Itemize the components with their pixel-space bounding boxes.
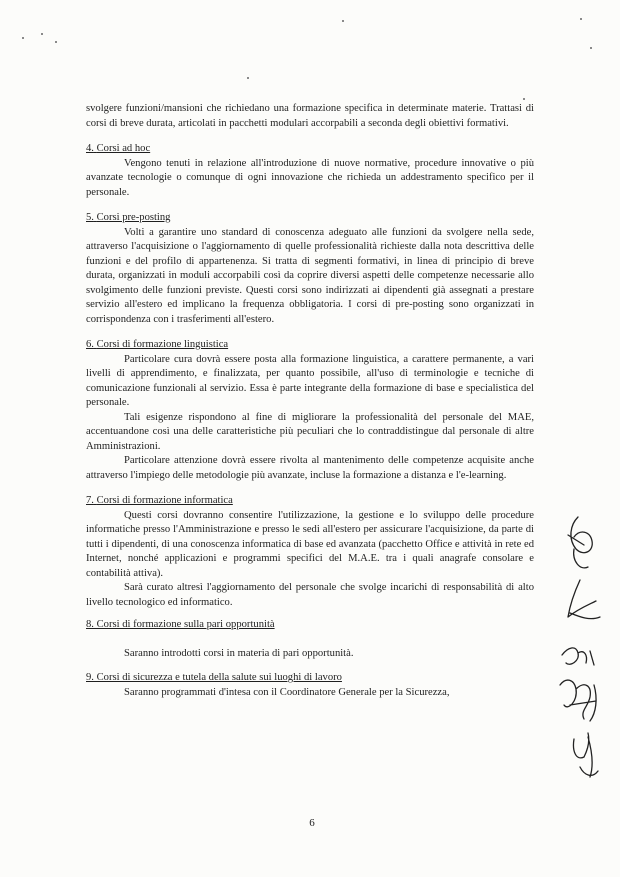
section-heading: 8. Corsi di formazione sulla pari opportunità bbox=[86, 619, 275, 630]
section-heading bbox=[86, 338, 534, 353]
scan-speck bbox=[580, 18, 582, 20]
scan-speck bbox=[590, 47, 592, 49]
scan-speck bbox=[523, 98, 525, 100]
scan-speck bbox=[342, 20, 344, 22]
section-heading bbox=[86, 494, 534, 509]
section-number: 5. bbox=[86, 212, 94, 223]
scan-speck bbox=[22, 37, 24, 39]
intro-paragraph: svolgere funzioni/mansioni che richiedano una formazione specifica in determinate materie. Trattasi di corsi di breve durata, articolati in pacchetti modulari accorpabili a seconda degli obiettivi formativi. bbox=[86, 103, 534, 129]
section-title: Corsi ad hoc bbox=[96, 143, 151, 154]
scan-speck bbox=[247, 77, 249, 79]
section-6 bbox=[86, 338, 534, 483]
section-paragraph: Questi corsi dovranno consentire l'utilizzazione, la gestione e lo sviluppo delle procedure informatiche presso l'Amministrazione e presso le sedi all'estero per assicurare l'acquisizione, da parte di tutti i dipendenti, di una conoscenza informatica di base ed avanzata (pacchetto Office e attività in rete ed Internet, nonché applicazioni e programmi specifici del M.A.E. tra i quali anagrafe consolare e contabilità attiva). bbox=[86, 509, 534, 579]
signature-scribbles bbox=[540, 505, 620, 805]
section-5 bbox=[86, 211, 534, 327]
section-paragraph: Saranno introdotti corsi in materia di pari opportunità. bbox=[124, 647, 354, 659]
section-title: Corsi pre-posting bbox=[96, 212, 171, 223]
section-paragraph: Particolare attenzione dovrà essere rivolta al mantenimento delle competenze acquisite anche attraverso l'impiego delle metodologie più avanzate, incluse la formazione a distanza e l'e-learning. bbox=[86, 455, 534, 481]
section-heading bbox=[86, 211, 534, 226]
section-paragraph: Volti a garantire uno standard di conoscenza adeguato alle funzioni da svolgere nella sede, attraverso l'acquisizione o l'aggiornamento di quelle professionalità richieste dalla nota descrittiva delle funzioni e del profilo di appartenenza. Si tratta di segmenti formativi, in linea di principio di breve durata, organizzati in moduli accorpabili così da coprire diversi aspetti delle competenze necessarie allo svolgimento delle funzioni previste. Questi corsi sono indirizzati ai dipendenti già assegnati a prestare servizio all'estero ed implicano la frequenza obbligatoria. I corsi di pre-posting sono organizzati in corrispondenza con i trasferimenti all'estero. bbox=[86, 226, 534, 325]
page-number: 6 bbox=[309, 817, 315, 829]
section-paragraph: Sarà curato altresì l'aggiornamento del personale che svolge incarichi di responsabilità di alto livello tecnologico ed informatico. bbox=[86, 582, 534, 608]
section-7 bbox=[86, 494, 534, 610]
scan-speck bbox=[41, 33, 43, 35]
section-number: 6. bbox=[86, 339, 94, 350]
section-paragraph: Particolare cura dovrà essere posta alla formazione linguistica, a carattere permanente, a vari livelli di apprendimento, e finalizzata, per quanto possibile, all'uso di terminologie e tecniche di comunicazione funzionali al servizio. Essa è parte integrante della formazione di base e specialistica del personale. bbox=[86, 353, 534, 408]
section-title: Corsi di formazione informatica bbox=[96, 495, 233, 506]
section-8 bbox=[86, 618, 534, 661]
section-number: 7. bbox=[86, 495, 94, 506]
section-paragraph: Tali esigenze rispondono al fine di migliorare la professionalità del personale del MAE, accentuandone così una delle caratteristiche più peculiari che lo contraddistingue dal personale di altre Amministrazioni. bbox=[86, 411, 534, 452]
section-4 bbox=[86, 142, 534, 200]
section-paragraph: Vengono tenuti in relazione all'introduzione di nuove normative, procedure innovative o più avanzate tecnologie o comunque di ogni innovazione che richieda un addestramento specifico per il personale. bbox=[86, 157, 534, 198]
document-body bbox=[86, 102, 534, 700]
scan-speck bbox=[55, 41, 57, 43]
section-heading bbox=[86, 142, 534, 157]
section-number: 4. bbox=[86, 143, 94, 154]
handwritten-signatures bbox=[540, 505, 620, 805]
section-paragraph: Saranno programmati d'intesa con il Coordinatore Generale per la Sicurezza, bbox=[124, 686, 450, 698]
section-heading: 9. Corsi di sicurezza e tutela della salute sui luoghi di lavoro bbox=[86, 672, 342, 683]
section-9 bbox=[86, 671, 534, 700]
section-title: Corsi di formazione linguistica bbox=[96, 339, 229, 350]
